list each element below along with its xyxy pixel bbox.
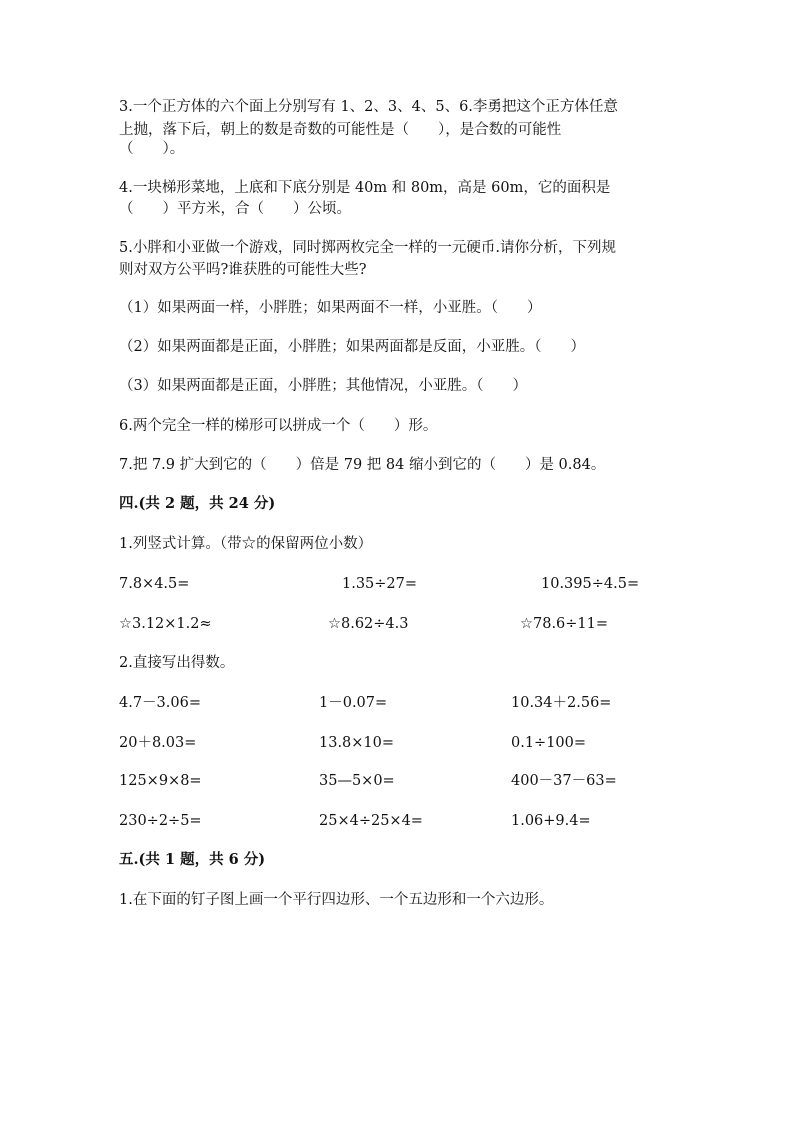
- vertical-calc-item: 7.8×4.5=: [119, 576, 190, 592]
- section-4-q2-title: 2.直接写出得数。: [119, 655, 235, 671]
- q3-line-1: 3.一个正方体的六个面上分别写有 1、2、3、4、5、6.李勇把这个正方体任意: [119, 99, 618, 115]
- mental-calc-item: 4.7－3.06=: [119, 695, 201, 711]
- vertical-calc-item: ☆3.12×1.2≈: [119, 616, 212, 632]
- mental-calc-item: 10.34＋2.56=: [511, 695, 612, 711]
- vertical-calc-item: ☆8.62÷4.3: [328, 616, 409, 632]
- mental-calc-item: 25×4÷25×4=: [319, 813, 423, 829]
- mental-calc-item: 1－0.07=: [319, 695, 388, 711]
- q5-sub-1: （1）如果两面一样，小胖胜；如果两面不一样，小亚胜。（ ）: [119, 300, 542, 316]
- q5-line-2: 则对双方公平吗?谁获胜的可能性大些?: [119, 262, 367, 278]
- mental-calc-item: 0.1÷100=: [511, 735, 587, 751]
- q5-line-1: 5.小胖和小亚做一个游戏，同时掷两枚完全一样的一元硬币.请你分析，下列规: [119, 240, 616, 256]
- mental-calc-item: 20＋8.03=: [119, 735, 197, 751]
- mental-calc-item: 1.06+9.4=: [511, 813, 591, 829]
- q5-sub-3: （3）如果两面都是正面，小胖胜；其他情况，小亚胜。（ ）: [119, 378, 527, 394]
- q7-text: 7.把 7.9 扩大到它的（ ）倍是 79 把 84 缩小到它的（ ）是 0.84。: [119, 457, 606, 473]
- mental-calc-item: 230÷2÷5=: [119, 813, 202, 829]
- mental-calc-item: 35—5×0=: [319, 773, 395, 789]
- section-5-q1-text: 1.在下面的钉子图上画一个平行四边形、一个五边形和一个六边形。: [119, 892, 554, 908]
- q3-line-3: （ ）。: [119, 141, 185, 157]
- mental-calc-item: 13.8×10=: [319, 735, 395, 751]
- vertical-calc-item: ☆78.6÷11=: [520, 616, 609, 632]
- section-4-q1-title: 1.列竖式计算。（带☆的保留两位小数）: [119, 536, 373, 552]
- section-5-heading: 五.(共 1 题，共 6 分): [119, 851, 266, 868]
- mental-calc-item: 400－37－63=: [511, 773, 617, 789]
- vertical-calc-item: 10.395÷4.5=: [541, 576, 640, 592]
- mental-calc-item: 125×9×8=: [119, 773, 202, 789]
- vertical-calc-item: 1.35÷27=: [342, 576, 418, 592]
- q3-line-2: 上抛，落下后，朝上的数是奇数的可能性是（ ），是合数的可能性: [119, 122, 562, 138]
- q5-sub-2: （2）如果两面都是正面，小胖胜；如果两面都是反面，小亚胜。（ ）: [119, 339, 585, 355]
- q4-line-2: （ ）平方米，合（ ）公顷。: [119, 201, 351, 217]
- q4-line-1: 4.一块梯形菜地，上底和下底分别是 40m 和 80m，高是 60m，它的面积是: [119, 180, 611, 196]
- q6-text: 6.两个完全一样的梯形可以拼成一个（ ）形。: [119, 418, 438, 434]
- section-4-heading: 四.(共 2 题，共 24 分): [119, 495, 276, 512]
